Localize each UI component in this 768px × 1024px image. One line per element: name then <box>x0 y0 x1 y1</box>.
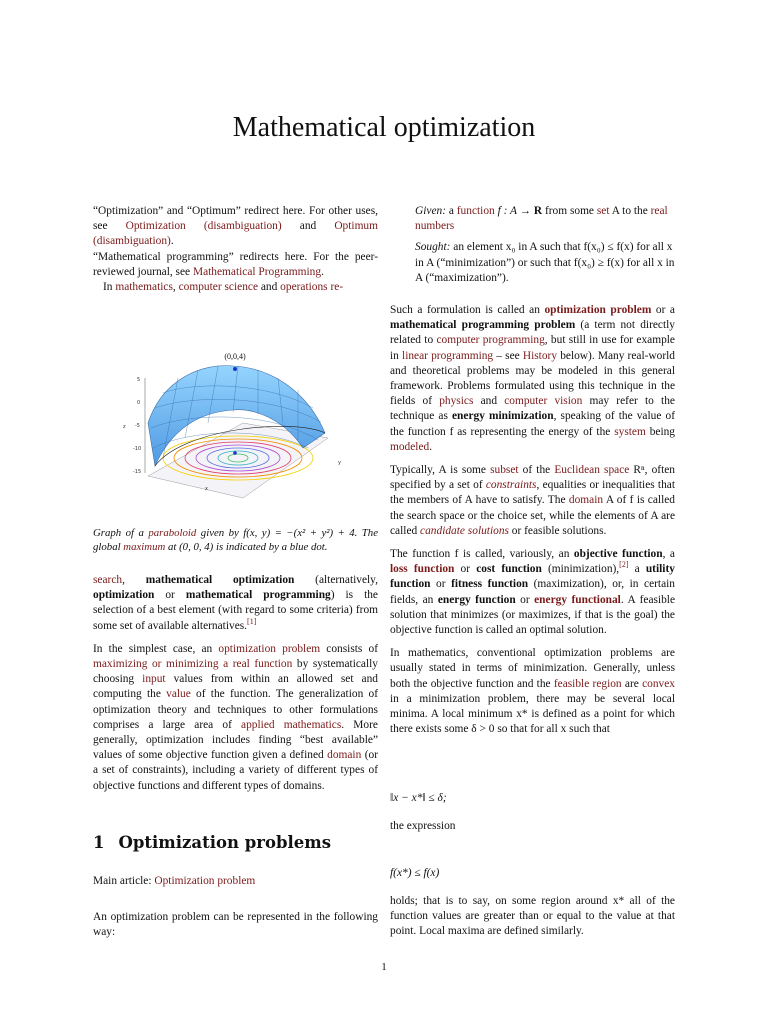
expression-label: the expression <box>390 820 456 832</box>
left-column-lower <box>93 573 378 802</box>
z-axis-label: z <box>123 424 126 430</box>
section-title: Optimization problems <box>118 833 331 852</box>
x-axis-label: x <box>205 486 208 492</box>
link-optimization-problem-bold[interactable]: optimization problem <box>544 304 652 316</box>
link-value[interactable]: value <box>166 688 191 701</box>
link-search[interactable]: search <box>93 574 123 586</box>
link-operations-research[interactable]: operations re- <box>280 281 344 294</box>
link-loss-function[interactable]: loss function <box>390 563 455 576</box>
link-subset[interactable]: subset <box>490 464 519 477</box>
link-system[interactable]: system <box>614 425 646 438</box>
intro-start: In mathematics, computer science and operations re- <box>103 281 344 294</box>
formula-local-minimum: f(x*) ≤ f(x) <box>390 867 440 879</box>
link-input[interactable]: input <box>142 673 166 686</box>
page-title: Mathematical optimization <box>232 112 536 143</box>
link-mathematics[interactable]: mathematics <box>115 281 173 294</box>
right-column <box>390 303 675 745</box>
z-tick: 0 <box>137 400 141 406</box>
link-optimum-disambiguation[interactable]: Optimum (disambiguation) <box>93 220 378 248</box>
minimization-paragraph: In mathematics, conventional optimization problems are usually stated in terms of minimization. Generally, unless both the objective function and the feasible region are convex in a minimization problem, there may be several local minima. A local minimum x* is defined as a point for which there exists some δ > 0 so that for all x such that <box>390 647 675 736</box>
link-main-article-optimization-problem[interactable]: Optimization problem <box>154 875 256 887</box>
link-domain[interactable]: domain <box>327 749 362 762</box>
link-history[interactable]: History <box>522 349 558 362</box>
peak-label: (0,0,4) <box>224 352 246 361</box>
left-column <box>93 204 378 303</box>
link-linear-programming[interactable]: linear programming <box>402 349 494 362</box>
link-physics[interactable]: physics <box>439 395 474 408</box>
citation-1[interactable]: [1] <box>247 616 257 626</box>
formulation-paragraph: Such a formulation is called an optimization problem or a mathematical programming problem (a term not directly related to computer programming, but still in use for example in linear programming – see History below). Many real-world and theoretical problems may be modeled in this general framework. Problems formulated using this technique in the fields of physics and computer vision may refer to the technique as energy minimization, speaking of the value of the function f as representing the energy of the system being modeled. <box>390 304 676 453</box>
link-energy-functional[interactable]: energy functional <box>534 593 621 606</box>
simplest-case-paragraph: In the simplest case, an optimization problem consists of maximizing or minimizing a real function by systematically choosing input values from within an allowed set and computing the value of the function. The generalization of optimization theory and techniques to other formulations comprises a large area of applied mathematics. More generally, optimization includes finding “best available” values of some objective function given a defined domain (or a set of constraints), including a variety of different types of objective functions and different types of domains. <box>93 642 379 792</box>
link-optimization-disambiguation[interactable]: Optimization (disambiguation) <box>125 220 282 233</box>
link-applied-mathematics[interactable]: applied mathematics <box>241 718 342 731</box>
link-domain-2[interactable]: domain <box>568 494 604 507</box>
z-tick: -5 <box>135 423 140 429</box>
hatnote-mathematical-programming: “Mathematical programming” redirects here. For the peer-reviewed journal, see Mathematical Programming. <box>93 250 378 278</box>
paraboloid-plot <box>93 348 378 518</box>
z-tick: 5 <box>137 377 141 383</box>
page-number: 1 <box>381 961 387 973</box>
link-set[interactable]: set <box>596 205 610 217</box>
section-number: 1 <box>93 833 105 852</box>
link-constraints[interactable]: constraints <box>485 479 537 492</box>
link-function[interactable]: function <box>456 205 495 217</box>
link-computer-science[interactable]: computer science <box>178 281 259 294</box>
given-block: Given: a function f : A → R from some set A to the real numbers Sought: an element x₀ in A such that f(x₀) ≤ f(x) for all x in A (“minimization”) or such that f(x₀) ≥ f(x) for all x in A (“maximization”). <box>415 205 675 284</box>
link-feasible-region[interactable]: feasible region <box>553 677 622 690</box>
intro-paragraph: search, mathematical optimization (alternatively, optimization or mathematical programming) is the selection of a best element (with regard to some criteria) from some set of available alternatives.[1] <box>93 574 378 632</box>
main-article-note: Main article: Optimization problem <box>93 875 256 887</box>
representation-paragraph: An optimization problem can be represented in the following way: <box>93 911 378 939</box>
link-euclidean-space[interactable]: Euclidean space <box>554 464 630 477</box>
link-modeled[interactable]: modeled <box>390 440 430 453</box>
link-candidate-solutions[interactable]: candidate solutions <box>420 524 509 537</box>
paraboloid-figure <box>93 348 378 518</box>
link-computer-programming[interactable]: computer programming <box>436 334 545 347</box>
link-convex[interactable]: convex <box>642 677 675 690</box>
link-optimization-problem[interactable]: optimization problem <box>218 642 321 655</box>
typically-paragraph: Typically, A is some subset of the Euclidean space Rⁿ, often specified by a set of constraints, equalities or inequalities that the members of A have to satisfy. The domain A of f is called the search space or the choice set, while the elements of A are called candidate solutions or feasible solutions. <box>390 464 676 537</box>
z-tick: -15 <box>133 469 142 475</box>
local-maxima-paragraph: holds; that is to say, on some region around x* all of the function values are greater than or equal to the value at that point. Local maxima are defined similarly. <box>390 895 675 938</box>
link-paraboloid[interactable]: paraboloid <box>148 527 197 539</box>
link-maximum[interactable]: maximum <box>123 541 166 553</box>
hatnote-optimization: “Optimization” and “Optimum” redirect here. For other uses, see Optimization (disambiguation) and Optimum (disambiguation). <box>93 205 378 248</box>
link-mathematical-programming-journal[interactable]: Mathematical Programming <box>192 265 322 278</box>
link-maximizing-minimizing[interactable]: maximizing or minimizing a real function <box>93 658 293 671</box>
formula-distance: ‖x − x*‖ ≤ δ; <box>390 792 447 804</box>
citation-2[interactable]: [2] <box>619 560 629 570</box>
global-maximum-dot <box>233 367 237 371</box>
y-axis-label: y <box>338 460 341 466</box>
link-computer-vision[interactable]: computer vision <box>504 395 583 408</box>
figure-caption: Graph of a paraboloid given by f(x, y) = −(x² + y²) + 4. The global maximum at (0, 0, 4) is indicated by a blue dot. <box>93 527 378 553</box>
base-center-dot <box>233 451 237 455</box>
z-tick: -10 <box>133 446 142 452</box>
link-real-numbers[interactable]: real numbers <box>415 205 668 233</box>
objective-function-paragraph: The function f is called, variously, an objective function, a loss function or cost function (minimization),[2] a utility function or fitness function (maximization), or, in certain fields, an energy function or energy functional. A feasible solution that minimizes (or maximizes, if that is the goal) the objective function is called an optimal solution. <box>390 548 676 637</box>
section-heading <box>93 835 345 850</box>
